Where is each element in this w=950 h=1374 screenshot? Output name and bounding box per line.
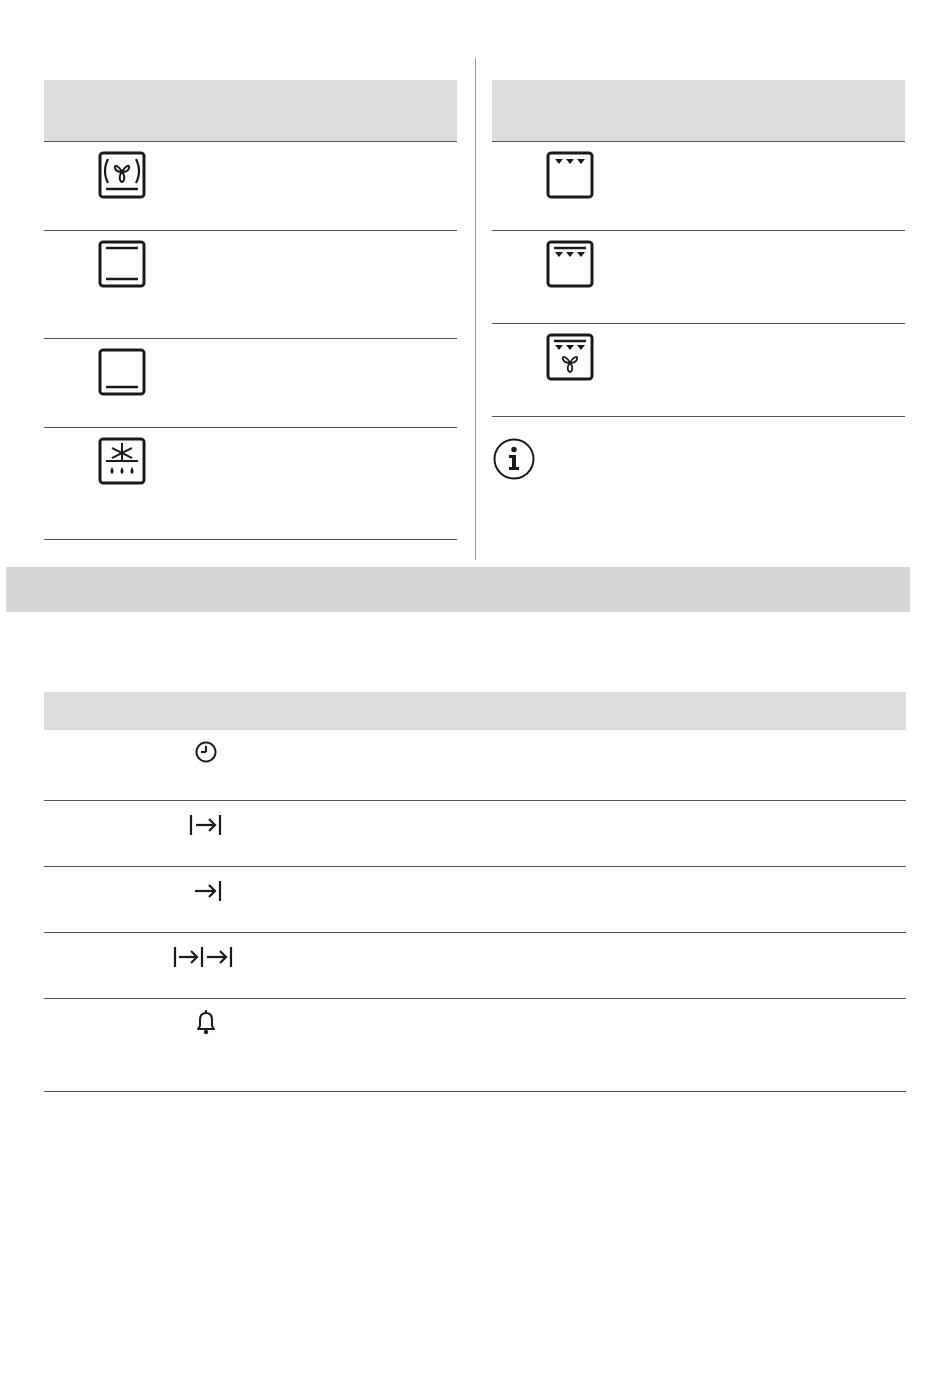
table-row — [44, 801, 906, 867]
table-row — [44, 999, 906, 1092]
table-row — [492, 231, 905, 324]
info-icon — [492, 437, 536, 481]
table-header — [44, 80, 457, 142]
column-divider — [475, 58, 476, 560]
section-header — [6, 567, 910, 612]
bottom-heat-icon — [98, 348, 146, 396]
fast-grilling-icon — [546, 240, 594, 288]
table-row — [44, 231, 457, 339]
info-note — [492, 417, 905, 557]
defrost-icon — [98, 437, 146, 485]
true-fan-cooking-icon — [98, 151, 146, 199]
heating-functions-right-table — [492, 80, 905, 557]
end-time-icon — [164, 873, 244, 907]
table-row — [44, 867, 906, 933]
table-row — [44, 428, 457, 540]
heating-functions-left-table — [44, 80, 457, 540]
grill-icon — [546, 151, 594, 199]
conventional-cooking-icon — [98, 240, 146, 288]
duration-icon — [164, 807, 244, 841]
turbo-grilling-icon — [546, 333, 594, 381]
time-of-day-icon — [164, 736, 244, 770]
table-header — [492, 80, 905, 142]
table-row — [44, 339, 457, 428]
minute-minder-bell-icon — [164, 1005, 244, 1039]
time-delay-icon — [164, 939, 244, 973]
table-row — [492, 142, 905, 231]
table-row — [44, 142, 457, 231]
table-row — [492, 324, 905, 417]
table-header — [44, 692, 906, 730]
clock-functions-table — [44, 692, 906, 1092]
table-row — [44, 730, 906, 801]
table-row — [44, 933, 906, 999]
